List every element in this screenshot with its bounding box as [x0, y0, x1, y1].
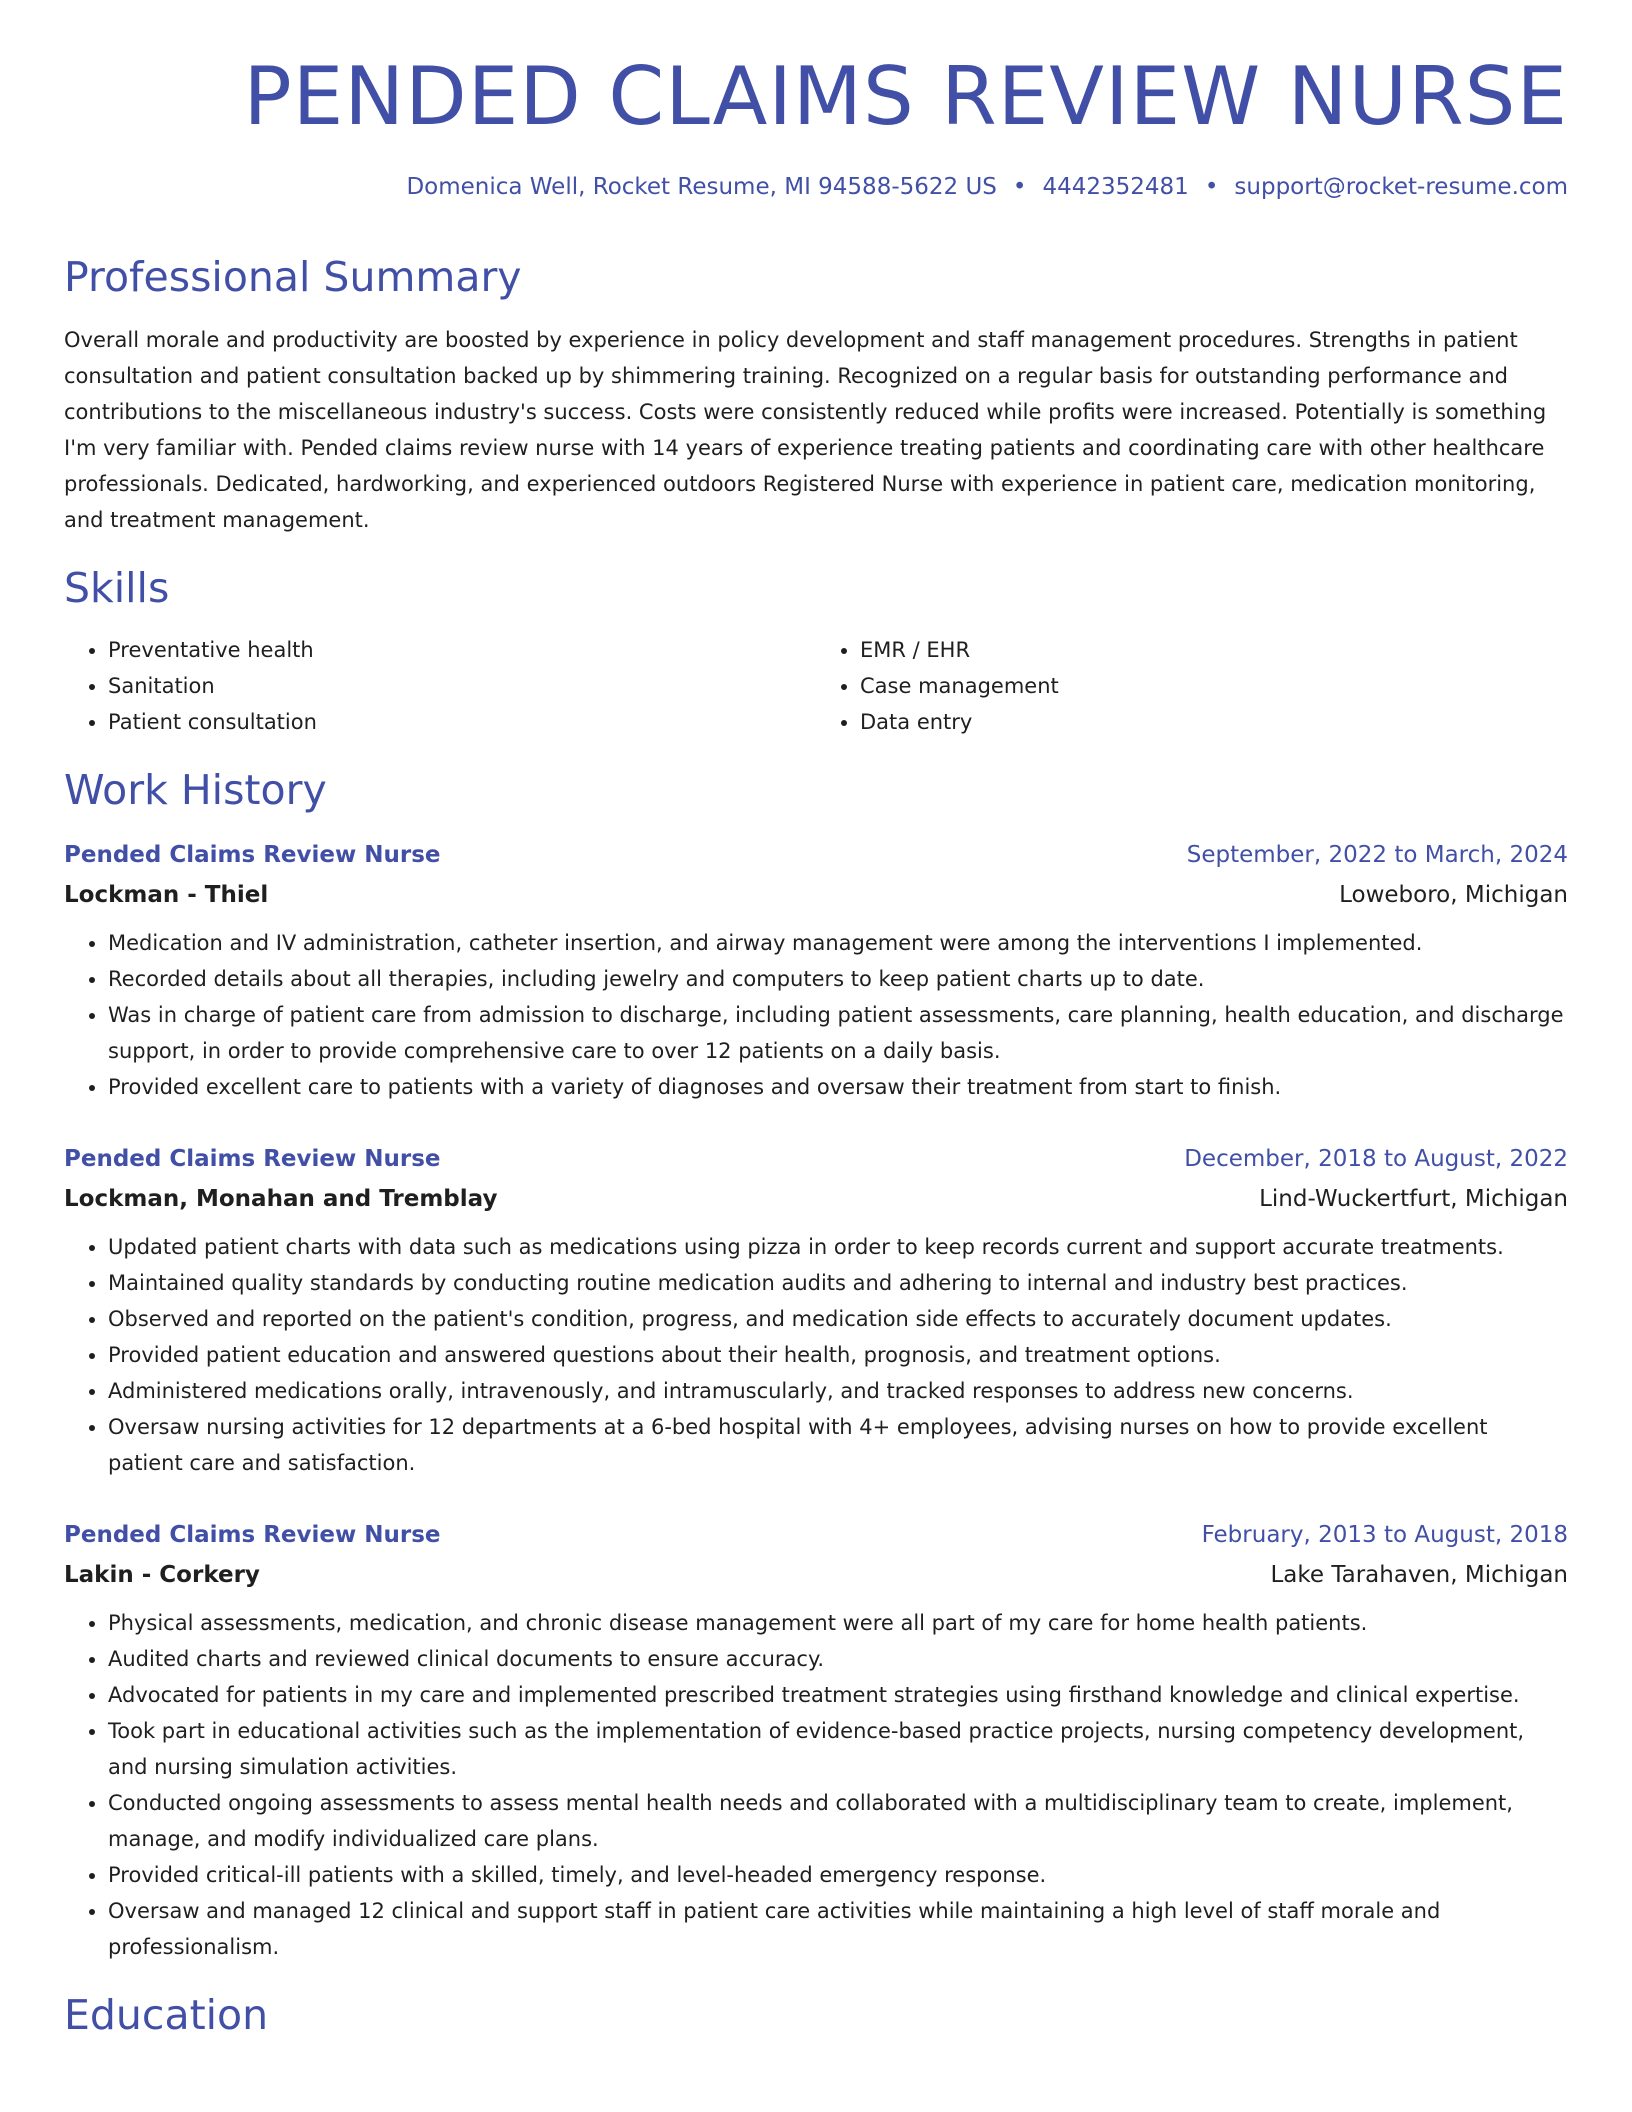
job-bullet: • Recorded details about all therapies, including jewelry and computers to keep patient charts up to date. [108, 961, 1568, 997]
job-company-row [64, 1555, 1568, 1595]
job-bullet: • Conducted ongoing assessments to assess mental health needs and collaborated with a multidisciplinary team to create, implement, manage, and modify individualized care plans. [108, 1785, 1568, 1857]
skill-item: • Case management [860, 668, 1568, 704]
summary-title: Professional Summary [64, 253, 522, 302]
job-title: Pended Claims Review Nurse [64, 1145, 441, 1172]
job-company-row [64, 1179, 1568, 1219]
job-bullet: • Provided excellent care to patients with a variety of diagnoses and oversaw their treatment from start to finish. [108, 1069, 1568, 1105]
job-bullet: • Oversaw nursing activities for 12 departments at a 6-bed hospital with 4+ employees, advising nurses on how to provide excellent patient care and satisfaction. [108, 1409, 1568, 1481]
job-bullet: • Provided patient education and answered questions about their health, prognosis, and treatment options. [108, 1337, 1568, 1373]
job-entry [64, 1515, 1568, 1965]
job-title: Pended Claims Review Nurse [64, 1521, 441, 1548]
job-bullet: • Physical assessments, medication, and chronic disease management were all part of my care for home health patients. [108, 1605, 1568, 1641]
job-location: Lind-Wuckertfurt, Michigan [1259, 1185, 1568, 1212]
skill-item: • Data entry [860, 704, 1568, 740]
contact-email: support@rocket-resume.com [1234, 173, 1568, 200]
job-dates: February, 2013 to August, 2018 [1201, 1521, 1568, 1548]
contact-phone: 4442352481 [1042, 173, 1189, 200]
skill-item: • Sanitation [108, 668, 816, 704]
skill-item: • Preventative health [108, 632, 816, 668]
job-bullets [64, 1229, 1568, 1481]
job-bullet: • Updated patient charts with data such as medications using pizza in order to keep records current and support accurate treatments. [108, 1229, 1568, 1265]
job-dates: September, 2022 to March, 2024 [1186, 841, 1568, 868]
job-company: Lockman, Monahan and Tremblay [64, 1185, 498, 1212]
job-entry [64, 835, 1568, 1105]
resume-name: PENDED CLAIMS REVIEW NURSE [243, 50, 1568, 143]
job-title: Pended Claims Review Nurse [64, 841, 441, 868]
job-bullet: • Advocated for patients in my care and implemented prescribed treatment strategies using firsthand knowledge and clinical expertise. [108, 1677, 1568, 1713]
resume-header [64, 52, 1568, 201]
job-bullet: • Audited charts and reviewed clinical documents to ensure accuracy. [108, 1641, 1568, 1677]
job-heading-row [64, 1139, 1568, 1179]
education-section [64, 1991, 1568, 2040]
job-heading-row [64, 835, 1568, 875]
summary-section [64, 253, 1568, 538]
job-bullet: • Observed and reported on the patient's condition, progress, and medication side effects to accurately document updates. [108, 1301, 1568, 1337]
skill-item: • Patient consultation [108, 704, 816, 740]
contact-separator: • [1012, 173, 1027, 200]
contact-address: Domenica Well, Rocket Resume, MI 94588-5622 US [406, 173, 997, 200]
job-bullets [64, 1605, 1568, 1965]
job-bullet: • Provided critical-ill patients with a skilled, timely, and level-headed emergency response. [108, 1857, 1568, 1893]
skills-column-left [64, 632, 816, 740]
job-bullet: • Oversaw and managed 12 clinical and support staff in patient care activities while maintaining a high level of staff morale and professionalism. [108, 1893, 1568, 1965]
work-history-title: Work History [64, 765, 327, 814]
skills-title: Skills [64, 564, 170, 613]
skill-item: • EMR / EHR [860, 632, 1568, 668]
job-heading-row [64, 1515, 1568, 1555]
job-bullet: • Maintained quality standards by conducting routine medication audits and adhering to internal and industry best practices. [108, 1265, 1568, 1301]
skills-column-right [816, 632, 1568, 740]
job-location: Loweboro, Michigan [1339, 881, 1568, 908]
job-company: Lockman - Thiel [64, 881, 269, 908]
job-bullets [64, 925, 1568, 1105]
summary-text: Overall morale and productivity are boosted by experience in policy development and staff management procedures. Strengths in patient consultation and patient consultation backed up by shimmering training. Recognized on a regular basis for outstanding performance and contributions to the miscellaneous industry's success. Costs were consistently reduced while profits were increased. Potentially is something I'm very familiar with. Pended claims review nurse with 14 years of experience treating patients and coordinating care with other healthcare professionals. Dedicated, hardworking, and experienced outdoors Registered Nurse with experience in patient care, medication monitoring, and treatment management. [64, 328, 1547, 533]
job-company-row [64, 875, 1568, 915]
job-bullet: • Medication and IV administration, catheter insertion, and airway management were among the interventions I implemented. [108, 925, 1568, 961]
work-history-section [64, 766, 1568, 1965]
job-entry [64, 1139, 1568, 1481]
contact-separator: • [1204, 173, 1219, 200]
contact-line [64, 174, 1568, 202]
skills-section [64, 564, 1568, 739]
job-bullet: • Administered medications orally, intravenously, and intramuscularly, and tracked responses to address new concerns. [108, 1373, 1568, 1409]
job-bullet: • Took part in educational activities such as the implementation of evidence-based practice projects, nursing competency development, and nursing simulation activities. [108, 1713, 1568, 1785]
job-company: Lakin - Corkery [64, 1561, 260, 1588]
skills-grid [64, 632, 1568, 740]
education-title: Education [64, 1990, 269, 2039]
job-bullet: • Was in charge of patient care from admission to discharge, including patient assessments, care planning, health education, and discharge support, in order to provide comprehensive care to over 12 patients on a daily basis. [108, 997, 1568, 1069]
job-dates: December, 2018 to August, 2022 [1184, 1145, 1568, 1172]
job-location: Lake Tarahaven, Michigan [1270, 1561, 1568, 1588]
